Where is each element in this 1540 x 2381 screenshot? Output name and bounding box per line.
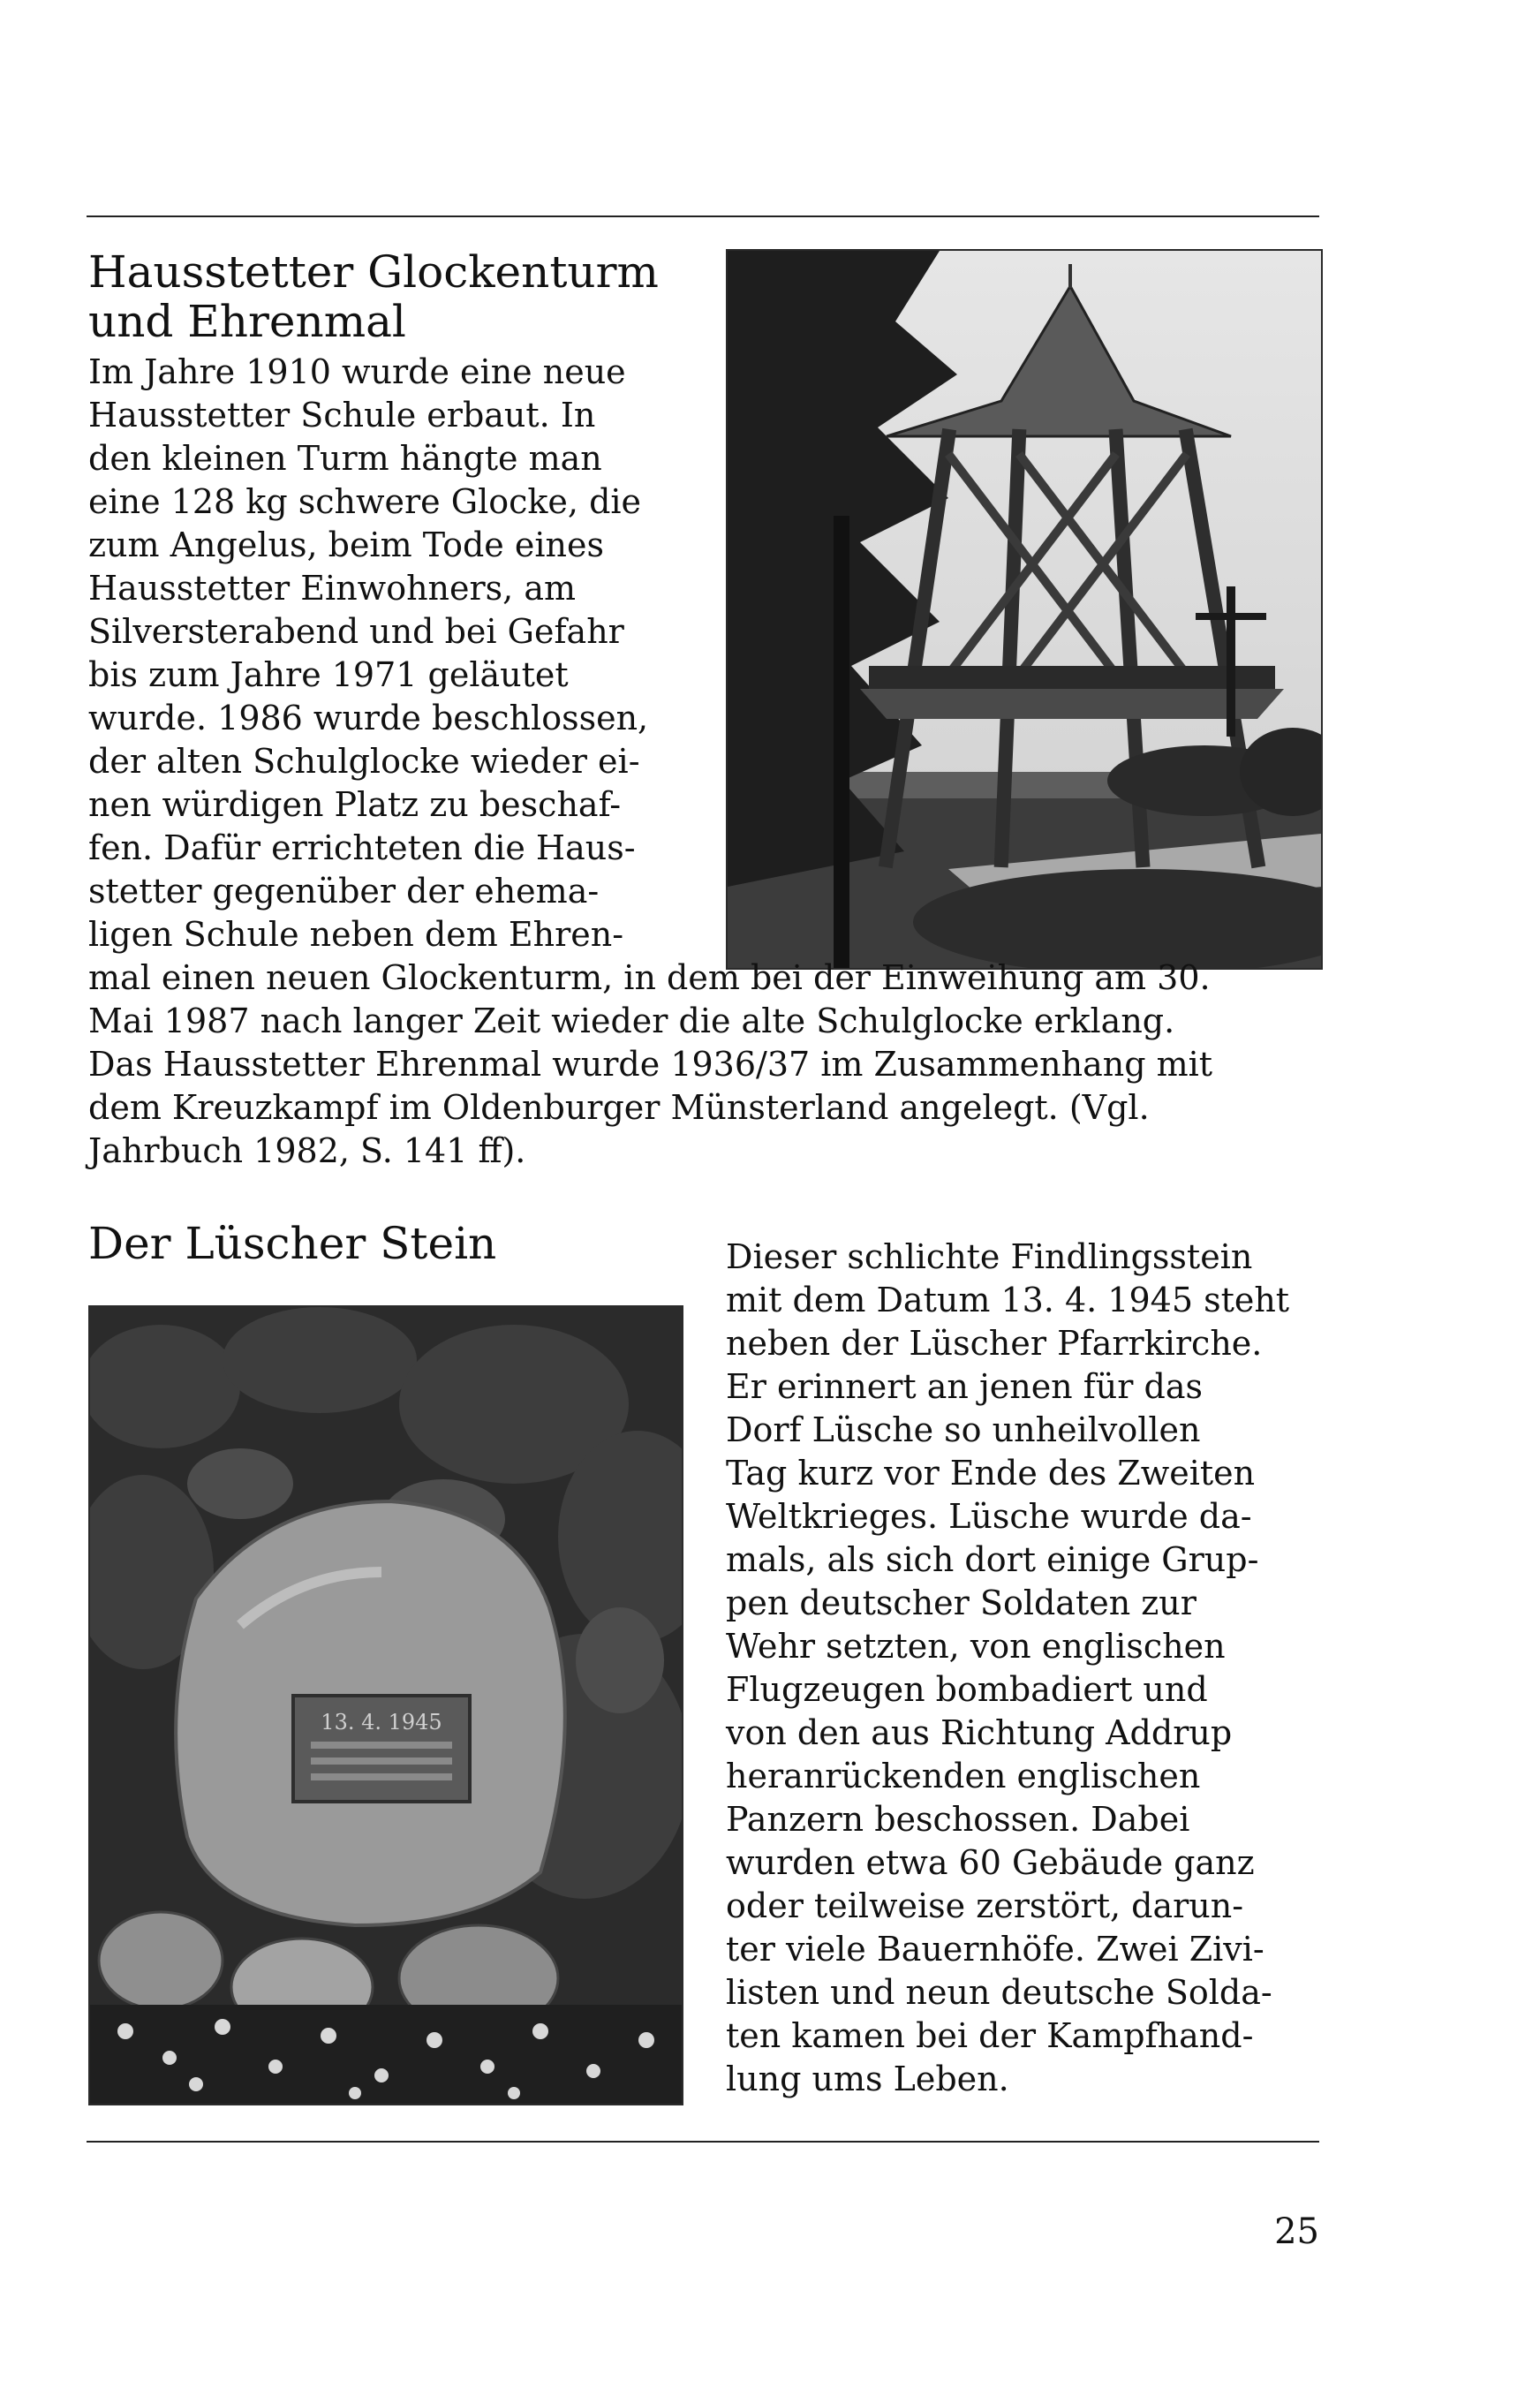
text-line: fen. Dafür errichteten die Haus- — [88, 828, 636, 867]
heading-line: Hausstetter Glockenturm — [88, 246, 659, 298]
text-line: ter viele Bauernhöfe. Zwei Zivi- — [726, 1930, 1264, 1969]
text-line: neben der Lüscher Pfarrkirche. — [726, 1324, 1263, 1363]
text-line: wurden etwa 60 Gebäude ganz — [726, 1843, 1255, 1882]
text-line: der alten Schulglocke wieder ei- — [88, 742, 640, 781]
bell-tower-illustration — [728, 251, 1321, 968]
text-line: mal einen neuen Glockenturm, in dem bei der Einweihung am 30. — [88, 958, 1211, 997]
text-line: mit dem Datum 13. 4. 1945 steht — [726, 1281, 1290, 1319]
text-line: bis zum Jahre 1971 geläutet — [88, 655, 569, 694]
text-line: Mai 1987 nach langer Zeit wieder die alte Schulglocke erklang. — [88, 1002, 1175, 1040]
text-line: oder teilweise zerstört, darun- — [726, 1886, 1244, 1925]
text-line: heranrückenden englischen — [726, 1757, 1201, 1795]
memorial-stone-illustration — [90, 1307, 682, 2104]
bell-tower-photo — [726, 249, 1323, 970]
text-line: eine 128 kg schwere Glocke, die — [88, 482, 642, 521]
text-line: Weltkrieges. Lüsche wurde da- — [726, 1497, 1252, 1536]
text-line: Hausstetter Schule erbaut. In — [88, 396, 596, 435]
plaque-date: 13. 4. 1945 — [321, 1710, 442, 1735]
page-number: 25 — [1274, 2211, 1319, 2252]
text-line: ten kamen bei der Kampfhand- — [726, 2016, 1254, 2055]
text-line: Panzern beschossen. Dabei — [726, 1800, 1190, 1839]
heading-line: und Ehrenmal — [88, 296, 406, 347]
text-line: dem Kreuzkampf im Oldenburger Münsterland angelegt. (Vgl. — [88, 1088, 1150, 1127]
text-line: Silversterabend und bei Gefahr — [88, 612, 624, 651]
text-line: mals, als sich dort einige Grup- — [726, 1540, 1259, 1579]
text-line: Dieser schlichte Findlingsstein — [726, 1237, 1253, 1276]
text-line: pen deutscher Soldaten zur — [726, 1584, 1197, 1622]
glockenturm-text-wide — [88, 956, 1319, 1173]
text-line: den kleinen Turm hängte man — [88, 439, 602, 478]
text-line: von den aus Richtung Addrup — [726, 1713, 1233, 1752]
text-line: Im Jahre 1910 wurde eine neue — [88, 352, 626, 391]
bottom-rule — [87, 2141, 1319, 2143]
text-line: Wehr setzten, von englischen — [726, 1627, 1226, 1666]
text-line: wurde. 1986 wurde beschlossen, — [88, 699, 649, 737]
text-line: ligen Schule neben dem Ehren- — [88, 915, 624, 954]
top-rule — [87, 215, 1319, 217]
text-line: nen würdigen Platz zu beschaf- — [88, 785, 622, 824]
text-line: Jahrbuch 1982, S. 141 ff). — [88, 1131, 526, 1170]
text-line: Hausstetter Einwohners, am — [88, 569, 577, 608]
luescher-stein-text — [726, 1236, 1319, 2101]
text-line: Das Hausstetter Ehrenmal wurde 1936/37 im Zusammenhang mit — [88, 1045, 1213, 1084]
text-line: Dorf Lüsche so unheilvollen — [726, 1410, 1201, 1449]
text-line: Flugzeugen bombadiert und — [726, 1670, 1208, 1709]
text-line: Er erinnert an jenen für das — [726, 1367, 1203, 1406]
text-line: zum Angelus, beim Tode eines — [88, 525, 604, 564]
text-line: listen und neun deutsche Solda- — [726, 1973, 1272, 2012]
glockenturm-text-column — [88, 351, 682, 956]
text-line: stetter gegenüber der ehema- — [88, 872, 600, 911]
text-line: Tag kurz vor Ende des Zweiten — [726, 1454, 1256, 1493]
text-line: lung ums Leben. — [726, 2060, 1009, 2098]
section-heading-glockenturm — [88, 247, 659, 346]
memorial-stone-photo — [88, 1305, 683, 2105]
section-heading-luescher-stein: Der Lüscher Stein — [88, 1218, 497, 1269]
